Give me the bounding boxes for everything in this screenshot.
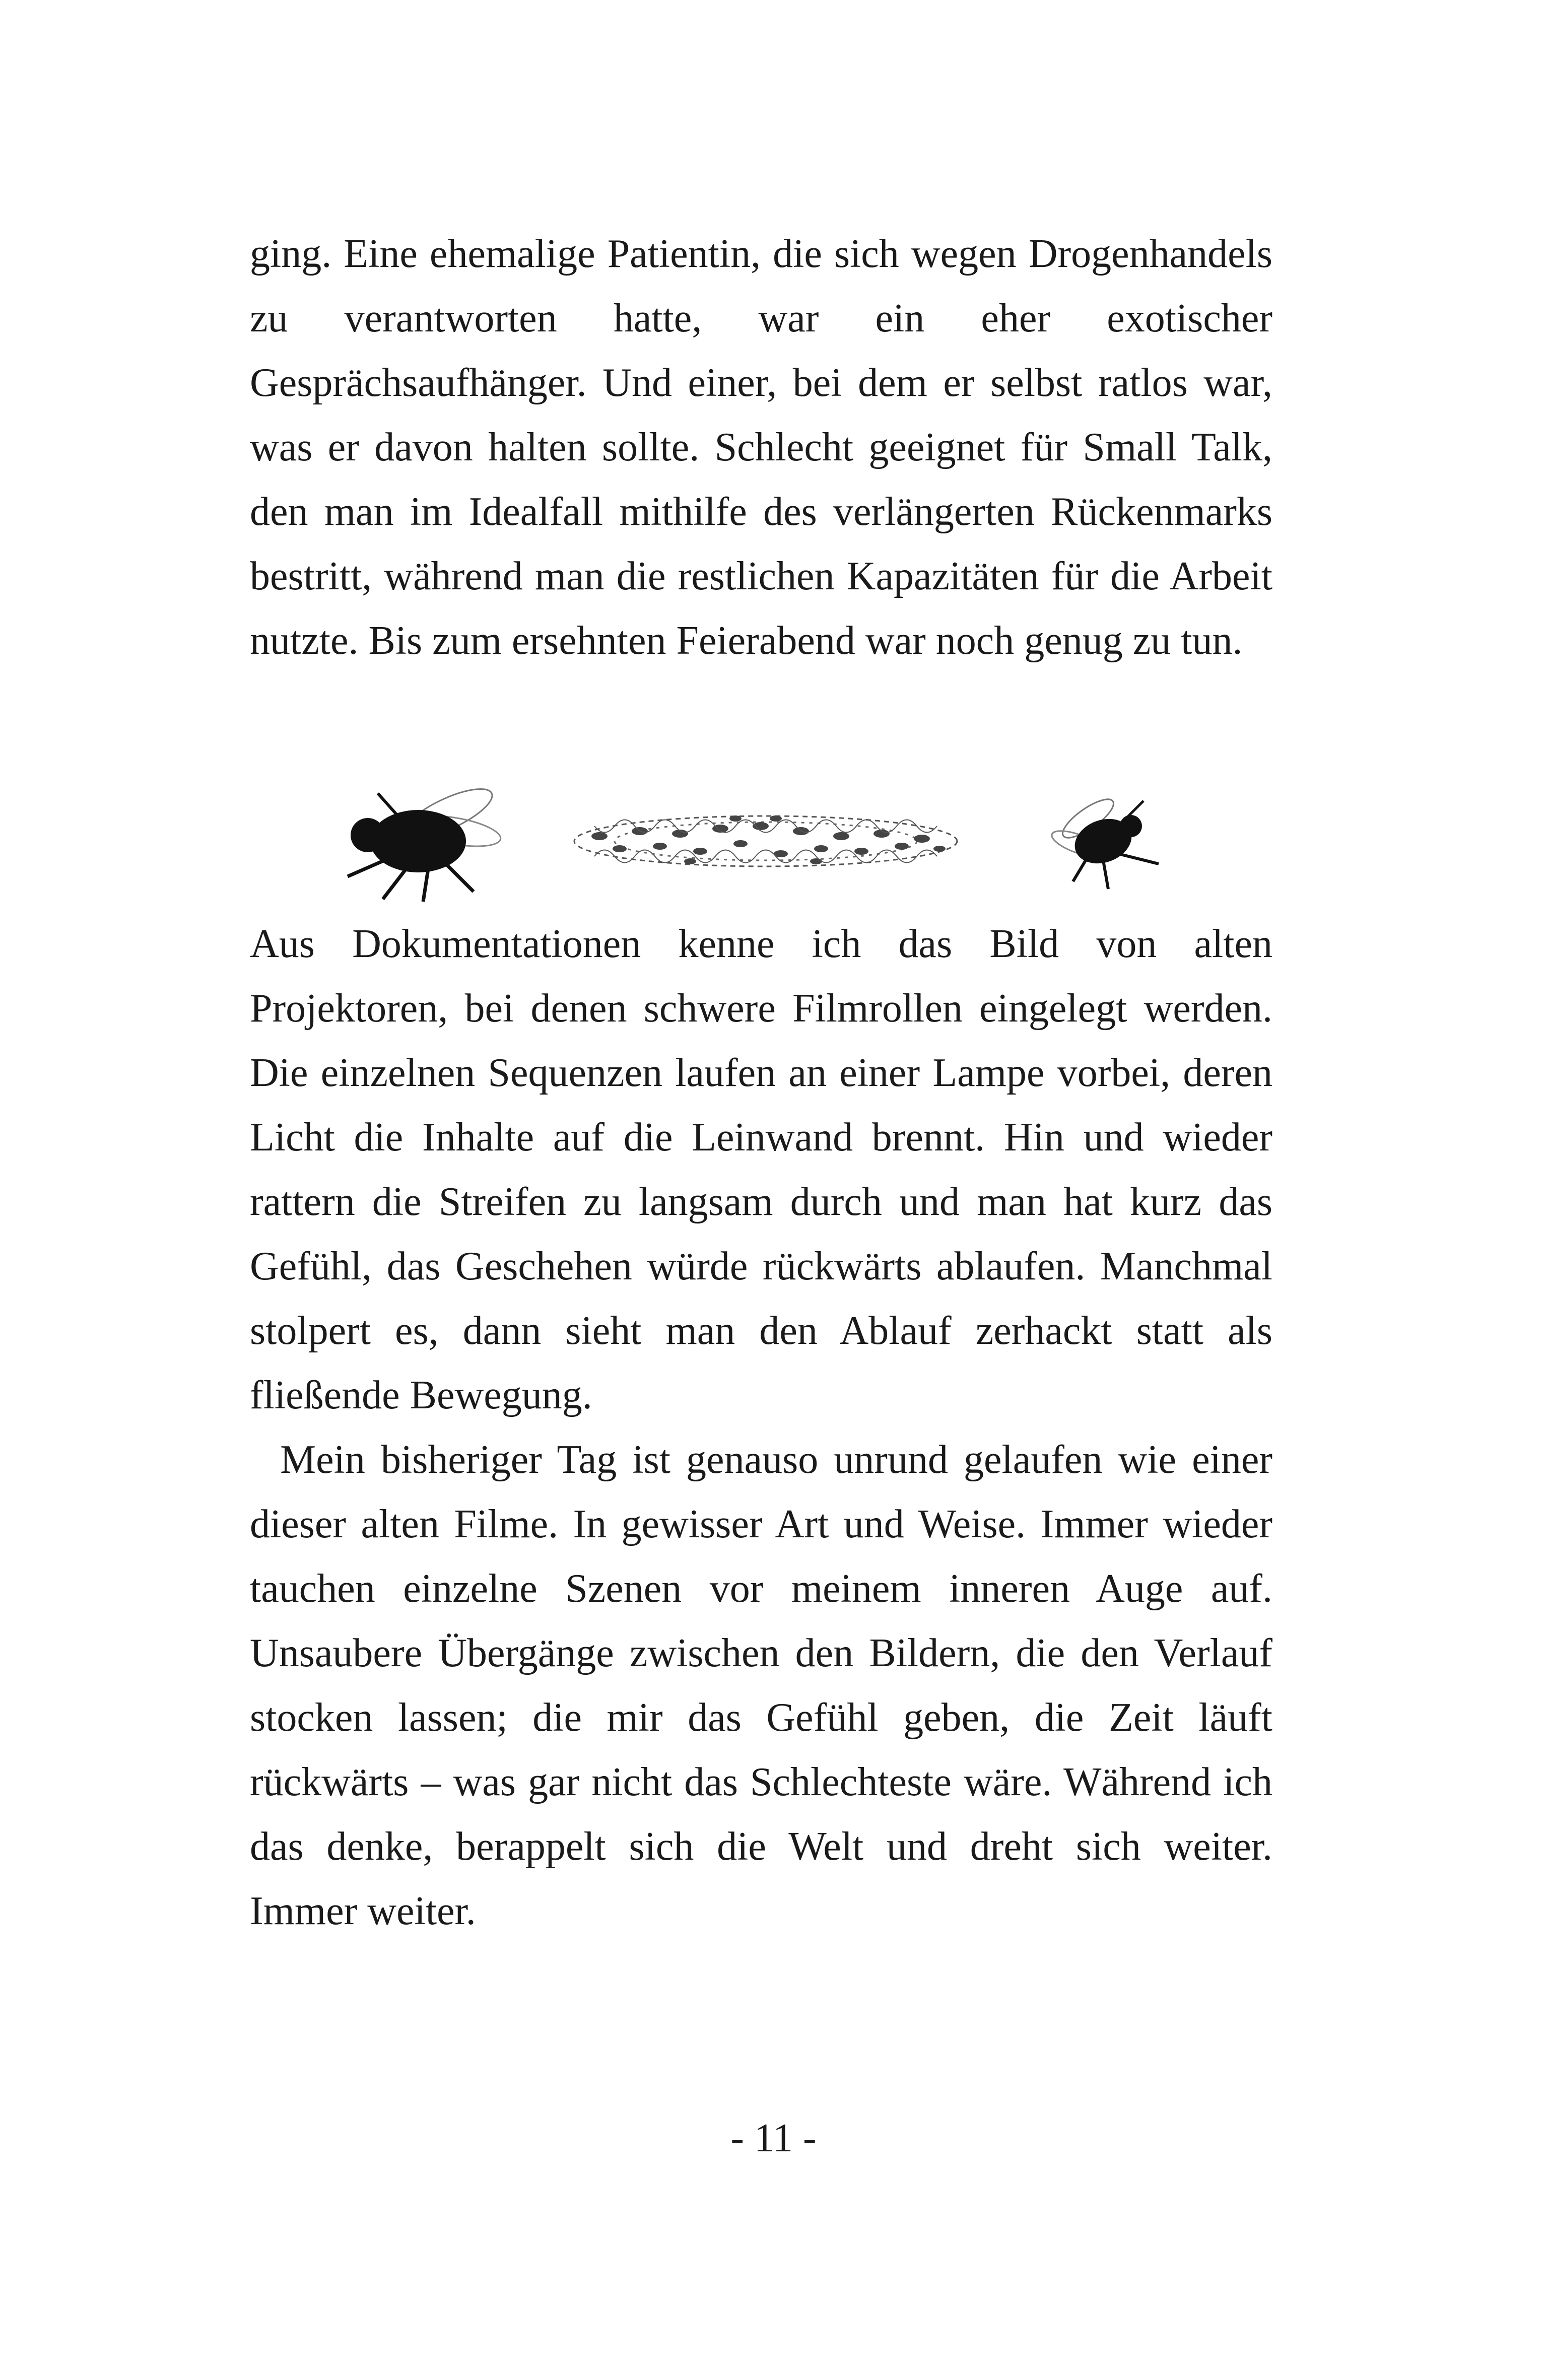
page-number: - 11 - [730, 2116, 817, 2160]
paragraph: Mein bisheriger Tag ist genauso unrund gelaufen wie einer dieser alten Filme. In gewisser Art und Weise. Immer wieder tauchen einzelne Szenen vor meinem inneren Auge auf. Unsaubere Übergänge zwischen den Bildern, die den Verlauf stocken lassen; die mir das Gefühl geben, die Zeit läuft rückwärts – was gar nicht das Schlechteste wäre. Während ich das denke, berappelt sich die Welt und dreht sich weiter. Immer weiter. [250, 1438, 1272, 1933]
text-block-bottom [250, 912, 1272, 1943]
flies-cluster-ornament [574, 815, 957, 866]
scene-separator [343, 778, 1189, 904]
fly-icon [1049, 793, 1159, 889]
text-block-top [250, 222, 1272, 673]
paragraph: Aus Dokumentationen kenne ich das Bild von alten Projektoren, bei denen schwere Filmrollen eingelegt werden. Die einzelnen Sequenzen laufen an einer Lampe vorbei, deren Licht die Inhalte auf die Leinwand brennt. Hin und wieder rattern die Streifen zu langsam durch und man hat kurz das Gefühl, das Geschehen würde rückwärts ablaufen. Manchmal stolpert es, dann sieht man den Ablauf zerhackt statt als fließende Bewegung. [250, 922, 1272, 1417]
paragraph: ging. Eine ehemalige Patientin, die sich wegen Drogenhandels zu verantworten hatte, war ein eher exotischer Gesprächsaufhänger. Und einer, bei dem er selbst ratlos war, was er davon halten sollte. Schlecht geeignet für Small Talk, den man im Idealfall mithilfe des verlängerten Rückenmarks bestritt, während man die restlichen Kapazitäten für die Arbeit nutzte. Bis zum ersehnten Feierabend war noch genug zu tun. [250, 232, 1272, 663]
fly-icon [348, 780, 503, 902]
